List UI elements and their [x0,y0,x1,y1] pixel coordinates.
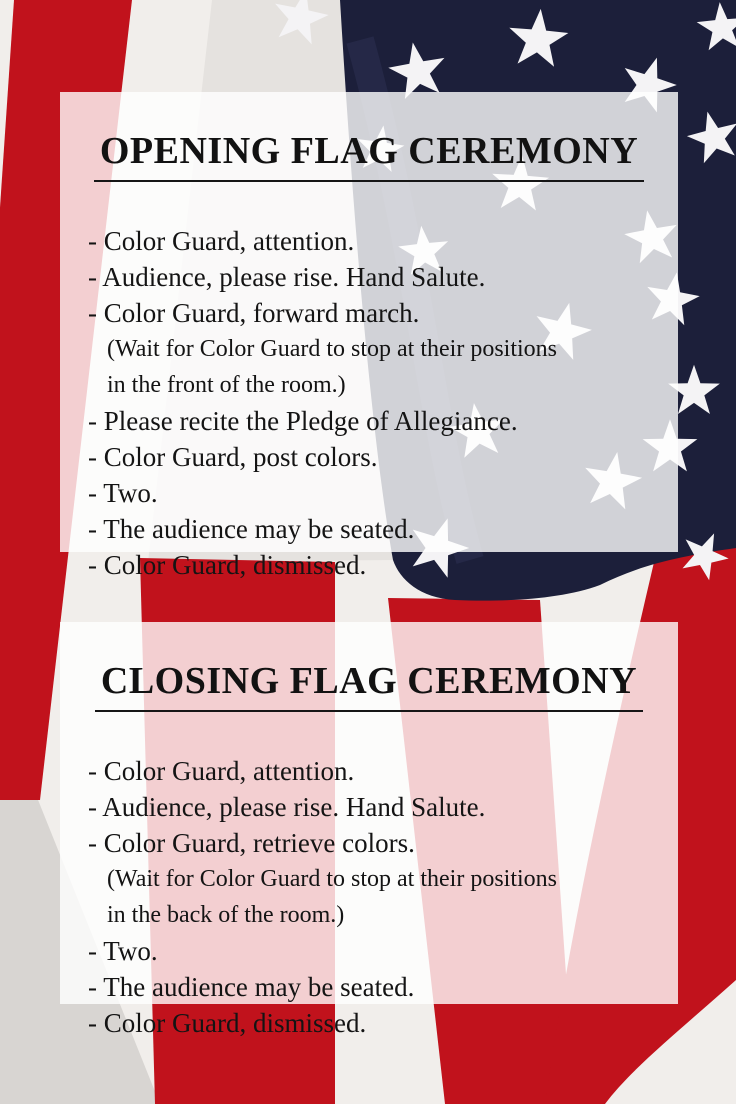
ceremony-line: - Audience, please rise. Hand Salute. [88,261,486,292]
ceremony-note-line: (Wait for Color Guard to stop at their positions [107,335,557,362]
ceremony-line: - The audience may be seated. [88,971,415,1002]
ceremony-line: - Please recite the Pledge of Allegiance. [88,405,518,436]
ceremony-line: - Color Guard, forward march. [88,297,420,328]
ceremony-note-line: (Wait for Color Guard to stop at their positions [107,865,557,892]
ceremony-note-line: in the front of the room.) [107,371,346,398]
ceremony-line: - Two. [88,477,158,508]
ceremony-line: - Audience, please rise. Hand Salute. [88,791,486,822]
ceremony-line: - Color Guard, dismissed. [88,1007,367,1038]
opening-ceremony-header [60,92,678,208]
ceremony-line: - Color Guard, attention. [88,755,355,786]
closing-ceremony-header [60,622,678,738]
opening-ceremony-title: OPENING FLAG CEREMONY [94,129,644,182]
ceremony-line: - Color Guard, attention. [88,225,355,256]
ceremony-line: - Color Guard, post colors. [88,441,378,472]
ceremony-line: - The audience may be seated. [88,513,415,544]
closing-ceremony-script [60,753,678,1041]
ceremony-note-line: in the back of the room.) [107,901,345,928]
ceremony-line: - Color Guard, retrieve colors. [88,827,415,858]
opening-ceremony-panel [60,92,678,580]
ceremony-line: - Two. [88,935,158,966]
opening-ceremony-script [60,223,678,583]
closing-ceremony-title: CLOSING FLAG CEREMONY [95,659,643,712]
ceremony-line: - Color Guard, dismissed. [88,549,367,580]
closing-ceremony-panel [60,622,678,1038]
